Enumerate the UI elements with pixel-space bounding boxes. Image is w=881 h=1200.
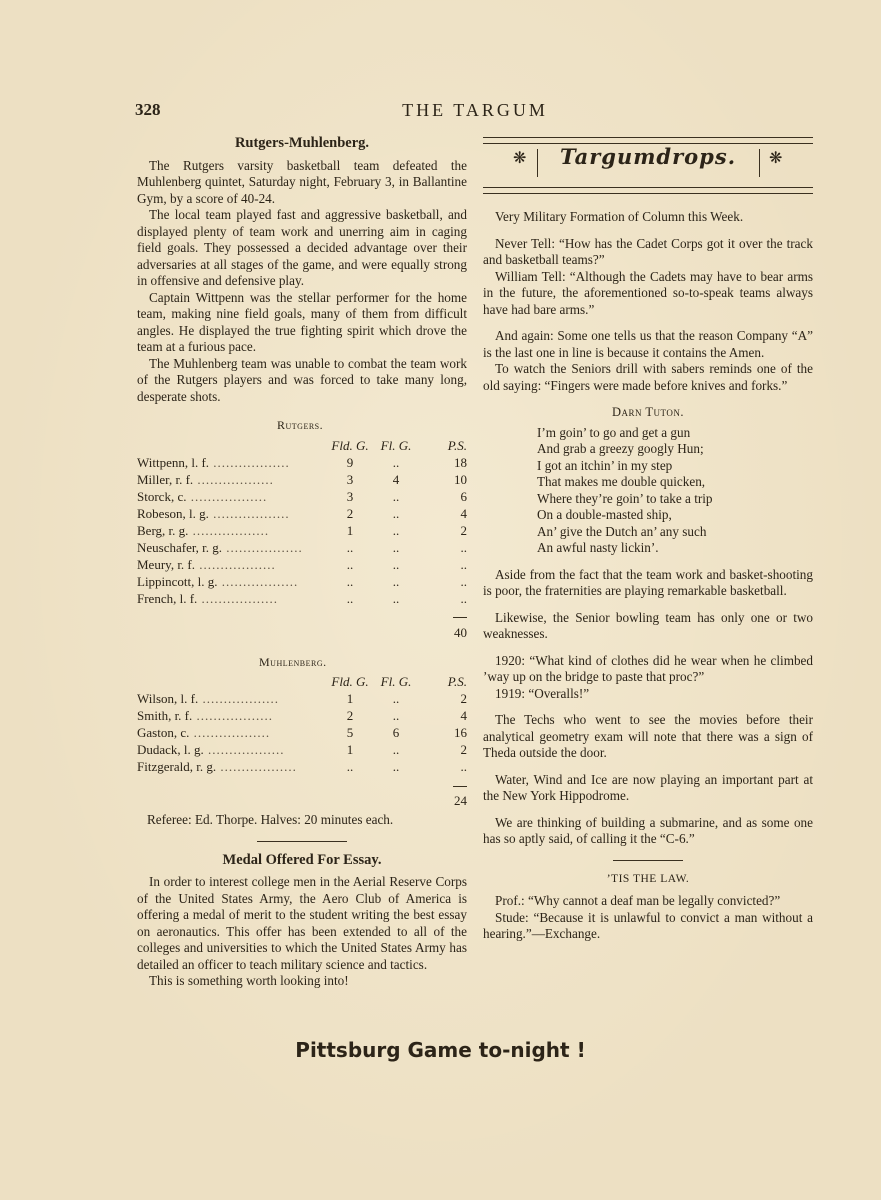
foul-goals: .. [392, 742, 400, 758]
points-scored: 10 [454, 471, 467, 487]
column-item: Very Military Formation of Column this Week. [495, 209, 744, 224]
divider [257, 841, 347, 842]
points-scored: .. [460, 539, 467, 555]
page-number: 328 [135, 100, 161, 119]
player-name: Robeson, l. g. .................. [137, 505, 290, 521]
points-scored: .. [460, 759, 467, 775]
field-goals: 1 [346, 742, 354, 758]
poem-line: I got an itchin’ in my step [537, 457, 673, 473]
player-name-text: Smith, r. f. [137, 708, 193, 724]
player-name-text: Storck, c. [137, 488, 187, 504]
table-row [137, 574, 467, 591]
foul-goals: .. [392, 590, 400, 606]
points-scored: .. [460, 573, 467, 589]
column-header: Fl. G. [380, 437, 412, 453]
table-row [137, 759, 467, 776]
poem-line: On a double-masted ship, [537, 507, 672, 522]
team-total: 24 [454, 793, 467, 809]
poem [483, 425, 813, 557]
paragraph-group [483, 815, 813, 848]
field-goals: 1 [346, 691, 354, 707]
article-paragraph: The Rutgers varsity basketball team defeated the Muhlenberg quintet, Saturday night, February 3, in Ballantine Gym, by a score of 40-24. [137, 157, 467, 206]
points-scored: 16 [454, 725, 467, 741]
box-score-team-muhlenberg: Muhlenberg. [259, 654, 327, 669]
box-score-total-row [137, 776, 467, 793]
paragraph-group [483, 567, 813, 600]
table-row [137, 691, 467, 708]
foul-goals: .. [392, 454, 400, 470]
foul-goals: .. [392, 759, 400, 775]
field-goals: .. [346, 556, 354, 572]
column-item: 1919: “Overalls!” [495, 685, 590, 701]
points-scored: 4 [460, 505, 467, 521]
paragraph-group [483, 610, 813, 643]
article-title-rutgers-muhlenberg: Rutgers-Muhlenberg. [234, 135, 370, 151]
column-header: Fl. G. [380, 674, 412, 690]
player-name-text: Neuschafer, r. g. [137, 539, 223, 555]
table-row [137, 489, 467, 506]
poem-line: An awful nasty lickin’. [537, 540, 659, 555]
points-scored: 4 [460, 708, 467, 724]
player-name-text: Wilson, l. f. [137, 691, 199, 707]
foul-goals: .. [392, 573, 400, 589]
player-name-text: French, l. f. [137, 590, 198, 606]
foul-goals: .. [392, 505, 400, 521]
box-score-total-row [137, 793, 467, 810]
table-row [137, 742, 467, 759]
table-row [137, 472, 467, 489]
table-row [137, 455, 467, 472]
article-paragraph: In order to interest college men in the Aerial Reserve Corps of the United States Army, the Aero Club of America is offering a medal of merit to the student writing the best essay on aeronautics. This offer has been extended to all of the colleges and universities to which the United States Army has detailed an officer to teach military science and tactics. [137, 874, 467, 972]
paragraph-group [483, 653, 813, 703]
player-name-text: Wittpenn, l. f. [137, 454, 210, 470]
field-goals: 2 [346, 708, 354, 724]
field-goals: .. [346, 573, 354, 589]
foul-goals: .. [392, 488, 400, 504]
points-scored: 2 [460, 691, 467, 707]
masthead-title: Targumdrops. [559, 144, 737, 169]
column-item: 1920: “What kind of clothes did he wear when he climbed ’way up on the bridge to paste that proc?” [483, 652, 813, 684]
field-goals: 2 [346, 505, 354, 521]
foul-goals: 6 [392, 725, 400, 741]
points-scored: 2 [460, 742, 467, 758]
table-row [137, 557, 467, 574]
player-name: Wilson, l. f. .................. [137, 691, 279, 707]
paragraph-group [483, 772, 813, 805]
column-item: To watch the Seniors drill with sabers reminds one of the old saying: “Fingers were made before knives and forks.” [483, 361, 813, 393]
foul-goals: .. [392, 522, 400, 538]
joke-title: ’TIS THE LAW. [606, 872, 690, 885]
field-goals: 3 [346, 471, 354, 487]
column-header: P.S. [447, 437, 467, 453]
player-name: Wittpenn, l. f. .................. [137, 454, 290, 470]
player-name: Gaston, c. .................. [137, 725, 271, 741]
field-goals: 5 [346, 725, 354, 741]
table-row [137, 540, 467, 557]
column-item: And again: Some one tells us that the reason Company “A” is the last one in line is because it contains the Amen. [483, 328, 813, 360]
article-paragraph: Captain Wittpenn was the stellar performer for the home team, making nine field goals, many of them from difficult angles. He displayed the true fighting spirit which drove the team at a furious pace. [137, 289, 467, 354]
paragraph-group [483, 236, 813, 319]
points-scored: 18 [454, 454, 467, 470]
field-goals: .. [346, 590, 354, 606]
player-name: Smith, r. f. .................. [137, 708, 274, 724]
announcement-banner: Pittsburg Game to-night ! [295, 1038, 586, 1062]
referee-line: Referee: Ed. Thorpe. Halves: 20 minutes each. [147, 812, 394, 827]
poem-line: I’m goin’ to go and get a gun [537, 424, 691, 440]
column-item: Water, Wind and Ice are now playing an important part at the New York Hippodrome. [483, 771, 813, 803]
player-name: Miller, r. f. .................. [137, 471, 274, 487]
field-goals: 9 [346, 454, 354, 470]
column-masthead [483, 135, 813, 197]
ornament-icon: ❋ [513, 150, 527, 167]
box-score-total-row [137, 608, 467, 625]
box-score-team-rutgers: Rutgers. [277, 418, 324, 432]
field-goals: 3 [346, 488, 354, 504]
newspaper-title: THE TARGUM [402, 100, 548, 120]
player-name-text: Fitzgerald, r. g. [137, 759, 217, 775]
ornament-icon: ❋ [769, 150, 783, 167]
player-name-text: Berg, r. g. [137, 522, 189, 538]
column-item: We are thinking of building a submarine, and as some one has so aptly said, of calling it the “C-6.” [483, 814, 813, 846]
column-header: Fld. G. [331, 437, 369, 453]
box-score-header-row [137, 674, 467, 691]
field-goals: .. [346, 539, 354, 555]
team-total: 40 [454, 624, 467, 640]
poem-line: Where they’re goin’ to take a trip [537, 490, 713, 506]
left-column [137, 135, 467, 990]
article-paragraph: The Muhlenberg team was unable to combat the team work of the Rutgers players and was forced to take many long, desperate shots. [137, 355, 467, 404]
right-column [483, 135, 813, 943]
column-item: Aside from the fact that the team work and basket-shooting is poor, the fraternities are playing remarkable basketball. [483, 566, 813, 598]
foul-goals: .. [392, 556, 400, 572]
page-header [135, 100, 815, 122]
joke-line: Stude: “Because it is unlawful to convict a man without a hearing.”—Exchange. [483, 909, 813, 941]
article-paragraph: The local team played fast and aggressive basketball, and displayed plenty of team work and unerring aim in caging field goals. They possessed a decided advantage over their adversaries at all stages of the game, and were equally strong in offensive and defensive play. [137, 207, 467, 288]
column-item: The Techs who went to see the movies before their analytical geometry exam will note that there was a sign of Theda outside the door. [483, 712, 813, 760]
points-scored: .. [460, 590, 467, 606]
box-score-header-row [137, 438, 467, 455]
box-score-rutgers [137, 438, 467, 642]
player-name: French, l. f. .................. [137, 590, 279, 606]
column-item: Never Tell: “How has the Cadet Corps got it over the track and basketball teams?” [483, 235, 813, 267]
poem-title: Darn Tuton. [611, 405, 685, 419]
points-scored: 6 [460, 488, 467, 504]
foul-goals: .. [392, 691, 400, 707]
player-name: Dudack, l. g. .................. [137, 742, 285, 758]
table-row [137, 708, 467, 725]
foul-goals: .. [392, 539, 400, 555]
foul-goals: .. [392, 708, 400, 724]
points-scored: 2 [460, 522, 467, 538]
column-item: William Tell: “Although the Cadets may have to bear arms in the future, the aforementioned so-to-speak teams always have had bare arms.” [483, 268, 813, 317]
article-title-medal: Medal Offered For Essay. [222, 851, 382, 868]
field-goals: 1 [346, 522, 354, 538]
column-header: P.S. [447, 674, 467, 690]
box-score-total-row [137, 625, 467, 642]
divider [613, 860, 683, 861]
player-name: Meury, r. f. .................. [137, 556, 276, 572]
player-name-text: Robeson, l. g. [137, 505, 209, 521]
player-name: Storck, c. .................. [137, 488, 268, 504]
column-header: Fld. G. [331, 674, 369, 690]
player-name-text: Dudack, l. g. [137, 742, 204, 758]
column-item: Likewise, the Senior bowling team has only one or two weaknesses. [483, 609, 813, 641]
table-row [137, 725, 467, 742]
article-paragraph: This is something worth looking into! [149, 973, 349, 988]
poem-line: An’ give the Dutch an’ any such [537, 523, 707, 539]
box-score-muhlenberg [137, 674, 467, 810]
poem-line: That makes me double quicken, [537, 474, 706, 489]
player-name: Neuschafer, r. g. .................. [137, 539, 303, 555]
player-name: Fitzgerald, r. g. .................. [137, 759, 297, 775]
field-goals: .. [346, 759, 354, 775]
table-row [137, 523, 467, 540]
table-row [137, 591, 467, 608]
paragraph-group [483, 209, 813, 226]
paragraph-group [483, 712, 813, 762]
joke-line: Prof.: “Why cannot a deaf man be legally convicted?” [495, 893, 781, 908]
paragraph-group [483, 328, 813, 394]
table-row [137, 506, 467, 523]
points-scored: .. [460, 556, 467, 572]
foul-goals: 4 [392, 471, 400, 487]
player-name-text: Miller, r. f. [137, 471, 194, 487]
player-name: Lippincott, l. g. .................. [137, 573, 299, 589]
poem-line: And grab a greezy googly Hun; [537, 441, 704, 456]
player-name-text: Gaston, c. [137, 725, 190, 741]
player-name-text: Meury, r. f. [137, 556, 196, 572]
player-name-text: Lippincott, l. g. [137, 573, 218, 589]
player-name: Berg, r. g. .................. [137, 522, 270, 538]
